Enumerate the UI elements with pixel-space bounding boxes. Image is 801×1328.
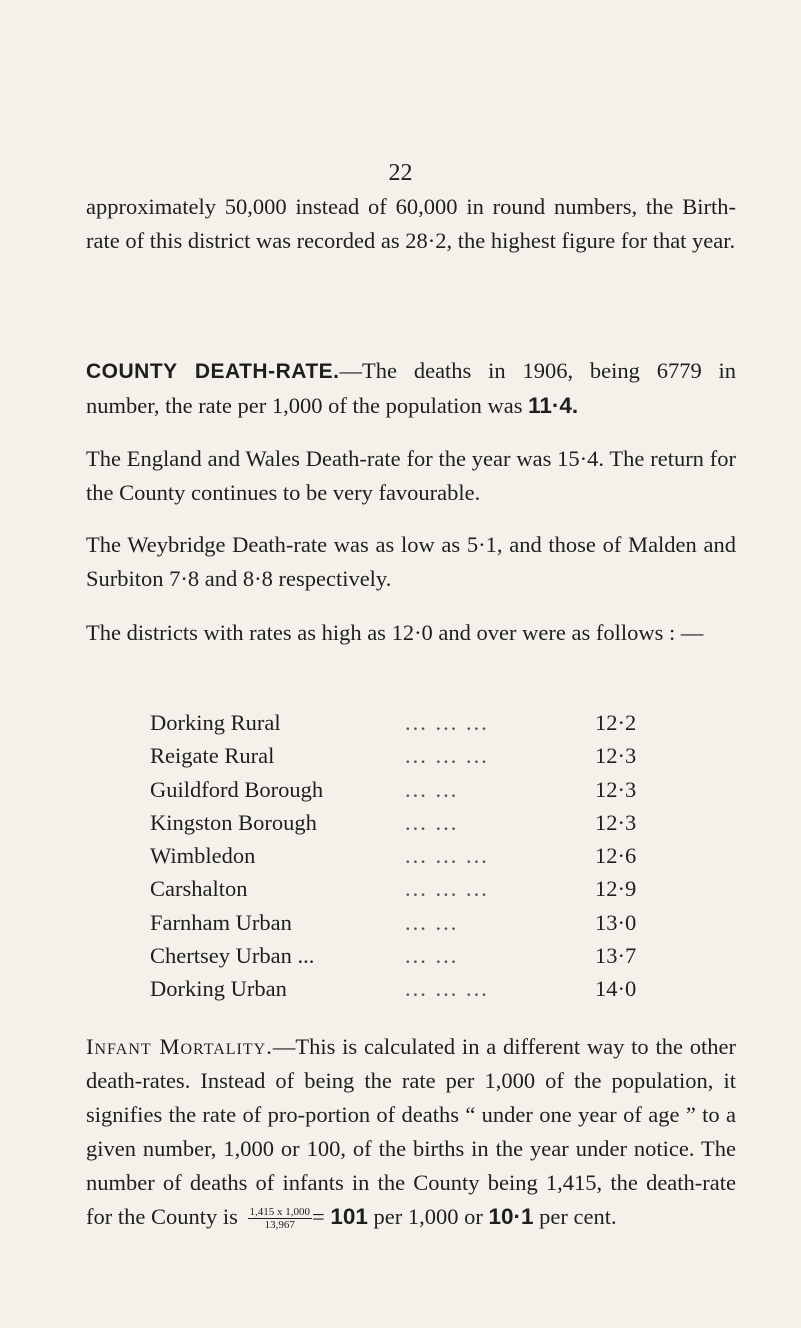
- paragraph-text: approximately 50,000 instead of 60,000 in round numbers, the Birth-rate of this district was recorded as 28·2, the highest figure for that year.: [86, 194, 736, 253]
- leader-dots: ... ...: [405, 943, 459, 969]
- district-rate: 14·0: [595, 976, 637, 1002]
- paragraph-text: The England and Wales Death-rate for the year was 15·4. The return for the County continues to be very favourable.: [86, 446, 736, 505]
- table-row: [150, 773, 670, 806]
- table-row: [150, 806, 670, 839]
- district-name: Dorking Urban: [150, 976, 287, 1002]
- table-row: [150, 739, 670, 772]
- paragraph-text: per cent.: [533, 1204, 617, 1229]
- paragraph-districts-intro: [86, 616, 736, 650]
- infant-rate-per-1000: 101: [330, 1204, 368, 1229]
- district-name: Wimbledon: [150, 843, 256, 869]
- district-rate: 13·7: [595, 943, 637, 969]
- paragraph-birth-rate: [86, 190, 736, 258]
- table-row: [150, 972, 670, 1005]
- paragraph-text: per 1,000 or: [367, 1204, 489, 1229]
- county-death-rate-value: 11·4.: [528, 393, 579, 418]
- paragraph-county-death-rate: [86, 354, 736, 423]
- district-rate: 12·3: [595, 743, 637, 769]
- leader-dots: ... ... ...: [405, 843, 489, 869]
- district-rates-table: [150, 706, 670, 1006]
- district-rate: 12·2: [595, 710, 637, 735]
- infant-rate-per-cent: 10·1: [488, 1204, 534, 1229]
- district-rate: 12·3: [595, 776, 637, 802]
- district-name: Guildford Borough: [150, 776, 324, 802]
- fraction-numerator: 1,415 x 1,000: [249, 1206, 310, 1219]
- district-name: Chertsey Urban ...: [150, 943, 315, 969]
- table-row: [150, 872, 670, 905]
- equals-sign: =: [312, 1204, 325, 1229]
- district-name: Farnham Urban: [150, 909, 292, 935]
- table-row: [150, 906, 670, 939]
- table-row: [150, 939, 670, 972]
- district-name: Reigate Rural: [150, 743, 275, 769]
- table-row: [150, 839, 670, 872]
- district-name: Dorking Rural: [150, 710, 281, 735]
- page-number: 22: [388, 160, 413, 186]
- district-rate: 12·6: [595, 843, 637, 869]
- district-name: Kingston Borough: [150, 809, 317, 835]
- paragraph-weybridge: [86, 528, 736, 596]
- leader-dots: ... ...: [405, 776, 459, 802]
- paragraph-infant-mortality: [86, 1030, 736, 1234]
- district-rate: 12·9: [595, 876, 637, 902]
- paragraph-text: —This is calculated in a different way to the other death-rates. Instead of being the rate per 1,000 of the population, it signifies the rate of pro-portion of deaths “ under one year of age ” to a given number, 1,000 or 100, of the births in the year under notice. The number of deaths of infants in the County being 1,415, the death-rate for the County is: [86, 1034, 737, 1229]
- table-row: [150, 706, 670, 739]
- district-rate: 12·3: [595, 809, 637, 835]
- fraction-denominator: 13,967: [264, 1219, 295, 1232]
- paragraph-text: The districts with rates as high as 12·0 and over were as follows : —: [86, 620, 704, 645]
- section-heading: COUNTY DEATH-RATE.: [86, 360, 340, 383]
- rate-fraction: [248, 1206, 313, 1231]
- leader-dots: ... ...: [405, 909, 459, 935]
- district-name: Carshalton: [150, 876, 248, 902]
- leader-dots: ... ...: [405, 809, 459, 835]
- section-heading: Infant Mortality.: [86, 1034, 273, 1059]
- leader-dots: ... ... ...: [405, 976, 489, 1002]
- district-rate: 13·0: [595, 909, 637, 935]
- leader-dots: ... ... ...: [405, 876, 489, 902]
- leader-dots: ... ... ...: [405, 743, 489, 769]
- paragraph-text: —The deaths in 1906, being 6779 in number, the rate per 1,000 of the population was: [86, 358, 737, 418]
- paragraph-england-wales: [86, 442, 736, 510]
- leader-dots: ... ... ...: [405, 710, 489, 735]
- paragraph-text: The Weybridge Death-rate was as low as 5·1, and those of Malden and Surbiton 7·8 and 8·8 respectively.: [86, 532, 736, 591]
